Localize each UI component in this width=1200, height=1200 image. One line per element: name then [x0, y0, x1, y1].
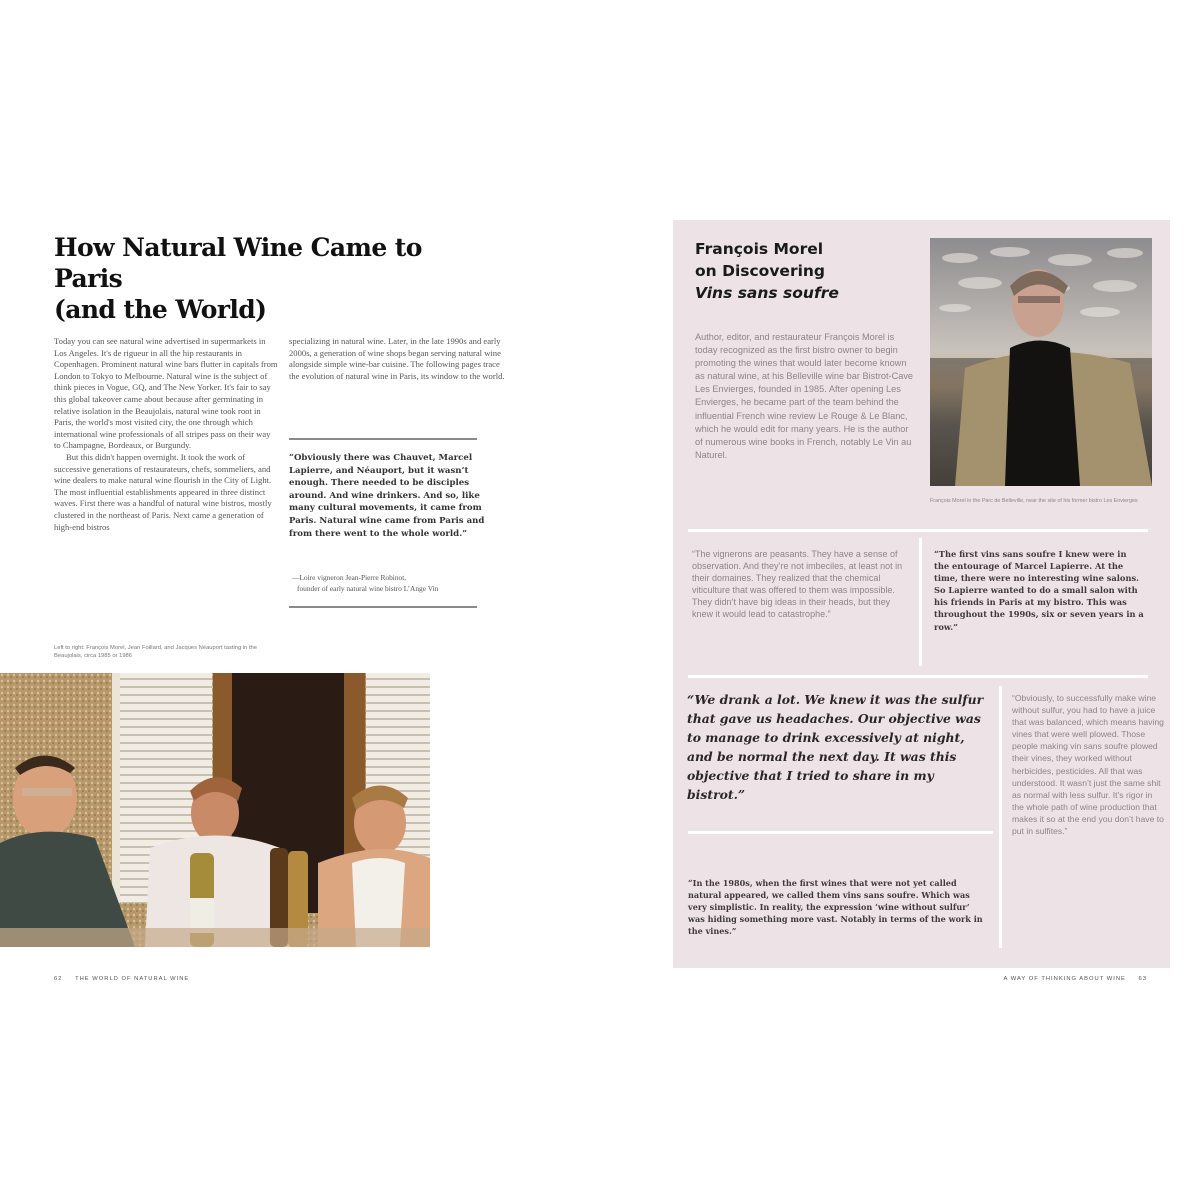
body-paragraph: Today you can see natural wine advertised in supermarkets in Los Angeles. It's de rigueur in all the hip restaurants in Copenhagen. Prominent natural wine bars flutter in capitals from London to Tokyo to Melbourne. Natural wine is the subject of think pieces in Vogue, GQ, and The New Yorker. It's fair to say this global takeover came about because after germinating in relative isolation in the Beaujolais, natural wine took root in Paris, the world's most visited city, the one through which international wine professionals of all stripes pass on their way to Champagne, Bordeaux, or Burgundy. [54, 336, 278, 451]
page-number: 62 [54, 976, 63, 982]
running-head: THE WORLD OF NATURAL WINE [75, 976, 190, 982]
title-line-2: (and the World) [54, 295, 267, 324]
quote-drank-a-lot: “We drank a lot. We knew it was the sulfur that gave us headaches. Our objective was to manage to drink excessively at night, and be normal the next day. It was this objective that I tried to share in my bistrot.” [687, 692, 984, 802]
pull-quote-bottom-rule [289, 606, 477, 608]
running-head: A WAY OF THINKING ABOUT WINE [1003, 976, 1126, 982]
folio-left [54, 976, 189, 982]
quote-in-1980s: “In the 1980s, when the first wines that were not yet called natural appeared, we called them vins sans soufre. Which was very simplistic. In reality, the expression ‘wine without sulfur’ was hiding something more vast. Notably in terms of the work in the vines.” [688, 878, 983, 936]
sidebar-intro: Author, editor, and restaurateur François Morel is today recognized as the first bistro owner to begin promoting the wines that would later become known as natural wine, at his Belleville wine bar Bistrot-Cave Les Envierges, founded in 1985. After opening Les Envierges, he became part of the team behind the influential French wine review Le Rouge & Le Blanc, which he would edit for many years. He is the author of numerous wine books in French, notably Le Vin au Naturel. [695, 332, 914, 460]
body-column-b [289, 336, 509, 382]
title-line-1: How Natural Wine Came to Paris [54, 233, 422, 293]
body-paragraph: But this didn't happen overnight. It took the work of successive generations of restaurateurs, chefs, sommeliers, and wine dealers to make natural wine flourish in the City of Light. The most influential establishments appeared in three distinct waves. First there was a handful of natural wine bistros, mostly clustered in the northeast of Paris. Next came a generation of high-end bistros [54, 451, 272, 532]
pull-quote-top-rule [289, 438, 477, 440]
page-number: 63 [1138, 976, 1147, 982]
page-title [54, 232, 494, 325]
folio-right [1004, 976, 1147, 982]
sidebar-column-divider [919, 538, 922, 666]
portrait-caption: François Morel in the Parc de Belleville, near the site of his former bistro Les Envierges [930, 498, 1138, 504]
portrait-photo-image [930, 238, 1152, 486]
body-column-a [54, 336, 279, 533]
pull-quote-attribution: —Loire vigneron Jean-Pierre Robinot, founder of early natural wine bistro L’Ange Vin [292, 573, 439, 593]
body-paragraph: specializing in natural wine. Later, in the late 1990s and early 2000s, a generation of wine shops began serving natural wine alongside simple wine-bar cuisine. The following pages trace the evolution of natural wine in Paris, its window to the world. [289, 336, 505, 381]
quote-obviously: “Obviously, to successfully make wine without sulfur, you had to have a juice that was balanced, which means having vines that were well plowed. Those people making vin sans soufre plowed their vines, they worked without herbicides, pesticides. All that was understood. It wasn’t just the same shit as normal with less sulfur. It’s rigor in the whole path of wine production that makes it so at the end you don’t have to put in sulfites.” [1012, 693, 1164, 837]
sidebar-divider [688, 675, 1148, 678]
sidebar-divider [688, 529, 1148, 532]
pull-quote: “Obviously there was Chauvet, Marcel Lapierre, and Néauport, but it wasn’t enough. There needed to be disciples around. And wine drinkers. And so, like many cultural movements, it came from Paris. Natural wine came from Paris and from there went to the whole world.” [289, 453, 485, 539]
quote-vignerons: “The vignerons are peasants. They have a sense of observation. And they’re not imbeciles, at least not in their domaines. They realized that the chemical viticulture that was offered to them was impossible. They didn’t have big ideas in their heads, but they knew it would lead to catastrophe.” [692, 549, 903, 620]
sidebar-column-divider [999, 686, 1002, 948]
photo-caption: Left to right: François Morel, Jean Foillard, and Jacques Néauport tasting in the Beaujolais, circa 1985 or 1986 [54, 645, 257, 659]
quote-first-vins: “The first vins sans soufre I knew were in the entourage of Marcel Lapierre. At the time, there were no interesting wine salons. So Lapierre wanted to do a small salon with his friends in Paris at my bistro. This was throughout the 1990s, six or seven years in a row.” [934, 549, 1144, 632]
sidebar-divider [688, 831, 993, 834]
sidebar-title: François Morel on Discovering Vins sans soufre [695, 240, 839, 302]
group-photo-image [0, 673, 430, 947]
